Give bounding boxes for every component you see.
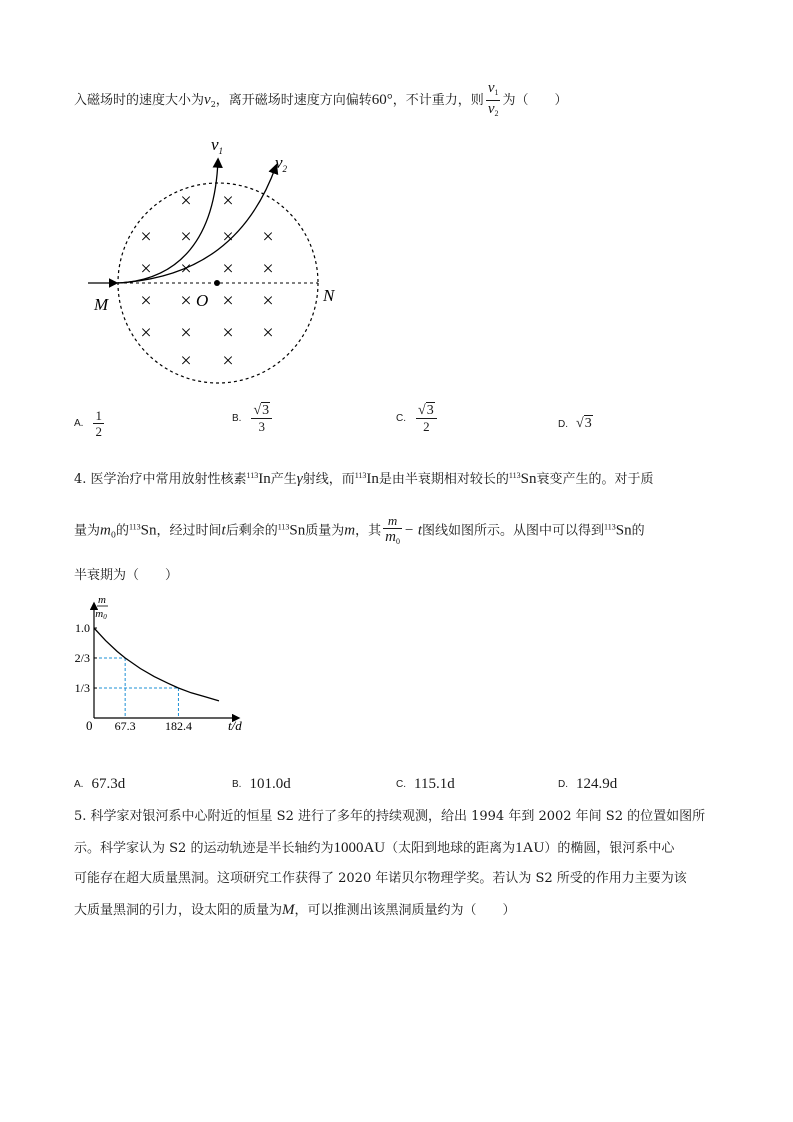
field-cross: ×	[222, 226, 234, 248]
magnetic-field-figure	[80, 128, 360, 388]
field-cross: ×	[222, 190, 234, 212]
ratio-fraction: $\frac{v_1}{v_2}$	[487, 80, 499, 118]
field-cross: ×	[180, 350, 192, 372]
field-cross: ×	[140, 322, 152, 344]
mass-ratio-fraction: $\frac{m}{m_0}$	[385, 513, 400, 546]
y-tick-label: 1.0	[75, 621, 90, 635]
trajectory-v1	[118, 160, 218, 283]
field-cross: ×	[180, 258, 192, 280]
q4-option-c[interactable]: C. 115.1d	[396, 776, 455, 792]
q5-stem-line2: 示。科学家认为 S2 的运动轨迹是半长轴约为1000AU（太阳到地球的距离为1AU）的椭圆，银河系中心	[74, 840, 675, 856]
field-cross: ×	[180, 190, 192, 212]
center-point-O	[214, 280, 220, 286]
origin-label: 0	[86, 718, 93, 733]
svg-text:m0: m0	[95, 608, 107, 621]
x-tick-label: 182.4	[164, 719, 192, 733]
y-tick-label: 2/3	[74, 650, 90, 665]
q3-option-c[interactable]: C. $\frac{√3}{2}$	[396, 402, 439, 434]
q4-stem-line3: 半衰期为（ ）	[74, 568, 179, 583]
field-cross: ×	[180, 322, 192, 344]
field-cross: ×	[262, 258, 274, 280]
decay-curve	[94, 628, 219, 701]
label-M: M	[94, 295, 109, 314]
q5-stem-line1: 5. 科学家对银河系中心附近的恒星 S2 进行了多年的持续观测，给出 1994 年到 2002 年间 S2 的位置如图所	[74, 809, 706, 824]
field-cross: ×	[262, 226, 274, 248]
q5-stem-line4: 大质量黑洞的引力，设太阳的质量为M，可以推测出该黑洞质量约为（ ）	[74, 902, 516, 918]
y-tick-label: 1/3	[74, 681, 90, 696]
field-cross: ×	[180, 226, 192, 248]
field-cross: ×	[180, 290, 192, 312]
q3-option-d[interactable]: D. √3	[558, 416, 592, 431]
field-cross: ×	[140, 226, 152, 248]
decay-chart	[66, 590, 256, 736]
svg-text:m: m	[98, 594, 106, 606]
label-O: O	[196, 291, 209, 310]
label-v2: $v_2$	[275, 153, 288, 174]
field-cross: ×	[222, 258, 234, 280]
field-cross: ×	[262, 290, 274, 312]
q3-stem-line: 入磁场时的速度大小为$v_2$，离开磁场时速度方向偏转60°，不计重力，则 $\frac{v_1}{v_2}$ 为（ ）	[74, 80, 568, 121]
field-crosses	[140, 190, 273, 372]
label-v1: $v_1$	[211, 135, 224, 156]
field-cross: ×	[262, 322, 274, 344]
field-cross: ×	[222, 290, 234, 312]
q3-option-a[interactable]: A. $\frac{1}{2}$	[74, 408, 102, 439]
q5-stem-line3: 可能存在超大质量黑洞。这项研究工作获得了 2020 年诺贝尔物理学奖。若认为 S2 所受的作用力主要为该	[74, 871, 687, 886]
field-cross: ×	[222, 350, 234, 372]
q4-option-d[interactable]: D. 124.9d	[558, 776, 618, 792]
q3-option-b[interactable]: B. $\frac{√3}{3}$	[232, 402, 274, 434]
field-cross: ×	[140, 258, 152, 280]
q4-stem-line2: 量为$m_0$的$^{113}$Sn，经过时间t后剩余的$^{113}$Sn质量为m，其 $\frac{m}{m_0}$ − t图线如图所示。从图中可以得到$^{113}$Sn的	[74, 513, 645, 549]
q4-stem-line1: 4. 医学治疗中常用放射性核素$^{113}$In产生γ射线，而$^{113}$In是由半衰期相对较长的$^{113}$Sn衰变产生的。对于质	[74, 471, 654, 487]
q4-option-a[interactable]: A. 67.3d	[74, 776, 126, 792]
q4-option-b[interactable]: B. 101.0d	[232, 776, 291, 792]
x-axis-label: t/d	[228, 718, 242, 733]
y-axis-label	[95, 594, 108, 621]
x-tick-label: 67.3	[114, 719, 136, 733]
field-cross: ×	[140, 290, 152, 312]
field-cross: ×	[222, 322, 234, 344]
label-N: N	[323, 286, 335, 305]
